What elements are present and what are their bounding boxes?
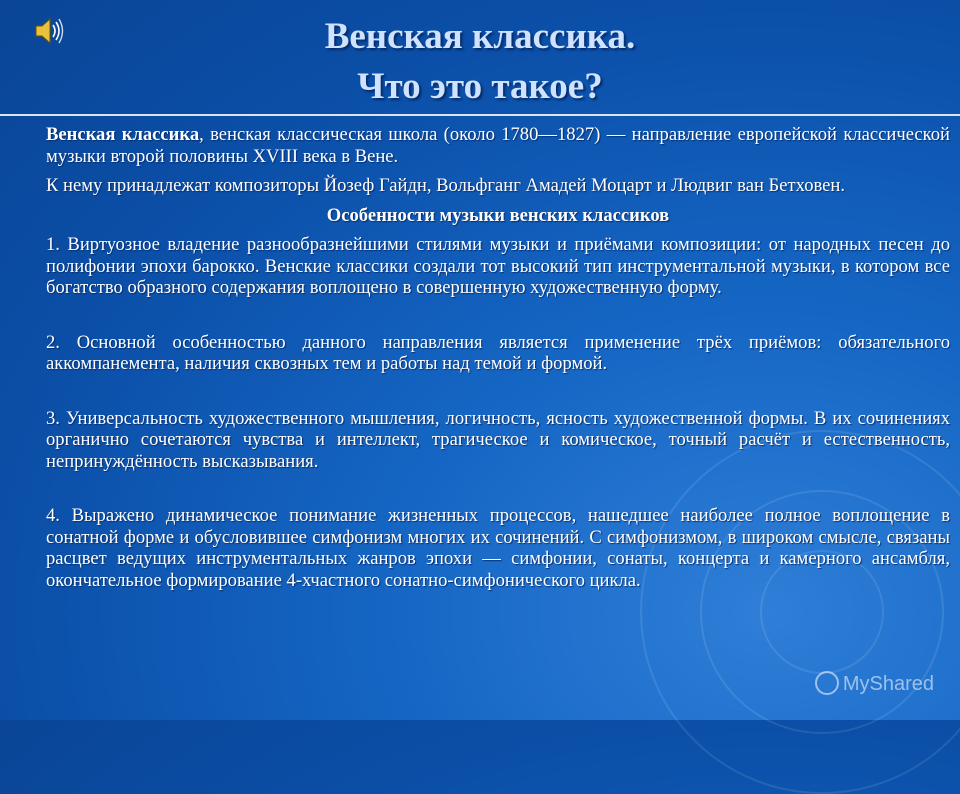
slide-title-line2: Что это такое? — [357, 66, 603, 107]
slide-body — [46, 124, 950, 591]
definition-term: Венская классика — [46, 124, 200, 145]
feature-item-1: 1. Виртуозное владение разнообразнейшими стилями музыки и приёмами композиции: от народных песен до полифонии эпохи барокко. Венские классики создали тот высокий тип инструментальной музыки, в котором все богатство образного содержания воплощено в совершенную художественную форму. — [46, 234, 950, 298]
feature-item-2: 2. Основной особенностью данного направления является применение трёх приёмов: обязательного аккомпанемента, наличия сквозных тем и работы над темой и формой. — [46, 331, 950, 374]
definition-paragraph — [46, 124, 950, 167]
watermark — [815, 671, 934, 696]
feature-item-4: 4. Выражено динамическое понимание жизненных процессов, нашедшее наиболее полное воплощение в сонатной форме и обусловившее симфонизм многих их сочинений. С симфонизмом, в широком смысле, связаны расцвет ведущих инструментальных жанров эпохи — симфонии, сонаты, концерта и камерного ансамбля, окончательное формирование 4-хчастного сонатно-симфонического цикла. — [46, 505, 950, 591]
definition-text: , венская классическая школа (около 1780—1827) — направление европейской классической музыки второй половины XVIII века в Вене. — [46, 124, 950, 167]
feature-item-3: 3. Универсальность художественного мышления, логичность, ясность художественной формы. В их сочинениях органично сочетаются чувства и интеллект, трагическое и комическое, точный расчёт и естественность, непринуждённость высказывания. — [46, 407, 950, 472]
watermark-text: MyShared — [842, 673, 934, 695]
features-heading: Особенности музыки венских классиков — [326, 204, 670, 226]
slide-title — [0, 12, 960, 112]
title-divider — [0, 114, 960, 116]
composers-paragraph: К нему принадлежат композиторы Йозеф Гайдн, Вольфганг Амадей Моцарт и Людвиг ван Бетховен. — [46, 175, 846, 196]
watermark-logo-icon — [815, 671, 839, 695]
slide-title-line1: Венская классика. — [324, 16, 636, 57]
